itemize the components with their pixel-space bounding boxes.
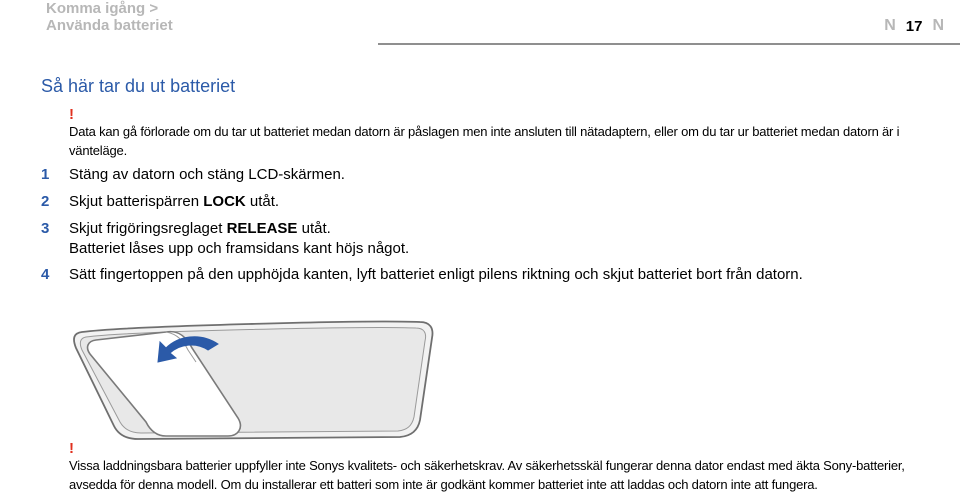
warning-note-bottom: [69, 456, 939, 494]
step-text: Stäng av datorn och stäng LCD-skärmen.: [69, 166, 345, 183]
warning-bottom-line1: Vissa laddningsbara batterier uppfyller inte Sonys kvalitets- och säkerhetskrav. Av säkerhetsskäl fungerar denna dator endast med äkta Sony-batterier,: [69, 458, 905, 473]
page-title: Så här tar du ut batteriet: [41, 76, 236, 96]
warning-mark-top: !: [69, 106, 74, 123]
step-4: [41, 264, 941, 286]
pager: [884, 17, 944, 35]
step-number: 4: [41, 266, 50, 283]
step-number: 2: [41, 193, 50, 210]
prev-page-icon[interactable]: N: [884, 17, 896, 34]
breadcrumb-parent[interactable]: Komma igång >: [46, 0, 159, 17]
step-number: 3: [41, 220, 50, 237]
page-number: 17: [905, 17, 923, 35]
warning-bottom-line2: avsedda för denna modell. Om du installerar ett batteri som inte är godkänt kommer batteriet inte att laddas och datorn inte att fungera.: [69, 477, 818, 492]
next-page-icon[interactable]: N: [932, 17, 944, 34]
breadcrumb-current[interactable]: Använda batteriet: [46, 17, 173, 34]
warning-top-line2: vänteläge.: [69, 143, 127, 158]
step-3: [41, 218, 941, 240]
warning-mark-bottom: !: [69, 440, 74, 457]
header-divider: [378, 43, 960, 45]
warning-top-line1: Data kan gå förlorade om du tar ut batteriet medan datorn är påslagen men inte ansluten till nätadaptern, eller om du tar ur batteriet medan datorn är i: [69, 124, 900, 139]
step-3-continuation: Batteriet låses upp och framsidans kant höjs något.: [69, 240, 410, 257]
warning-note-top: [69, 122, 939, 160]
page-header: [0, 0, 960, 46]
step-text: Sätt fingertoppen på den upphöjda kanten, lyft batteriet enligt pilens riktning och skjut batteriet bort från datorn.: [69, 266, 803, 283]
step-1: [41, 164, 941, 186]
step-2: [41, 191, 941, 213]
laptop-battery-removal-icon: [68, 318, 438, 443]
step-text: Skjut batterispärren LOCK utåt.: [69, 193, 280, 210]
step-text: Skjut frigöringsreglaget RELEASE utåt.: [69, 220, 331, 237]
step-number: 1: [41, 166, 50, 183]
step-list: [41, 164, 941, 286]
